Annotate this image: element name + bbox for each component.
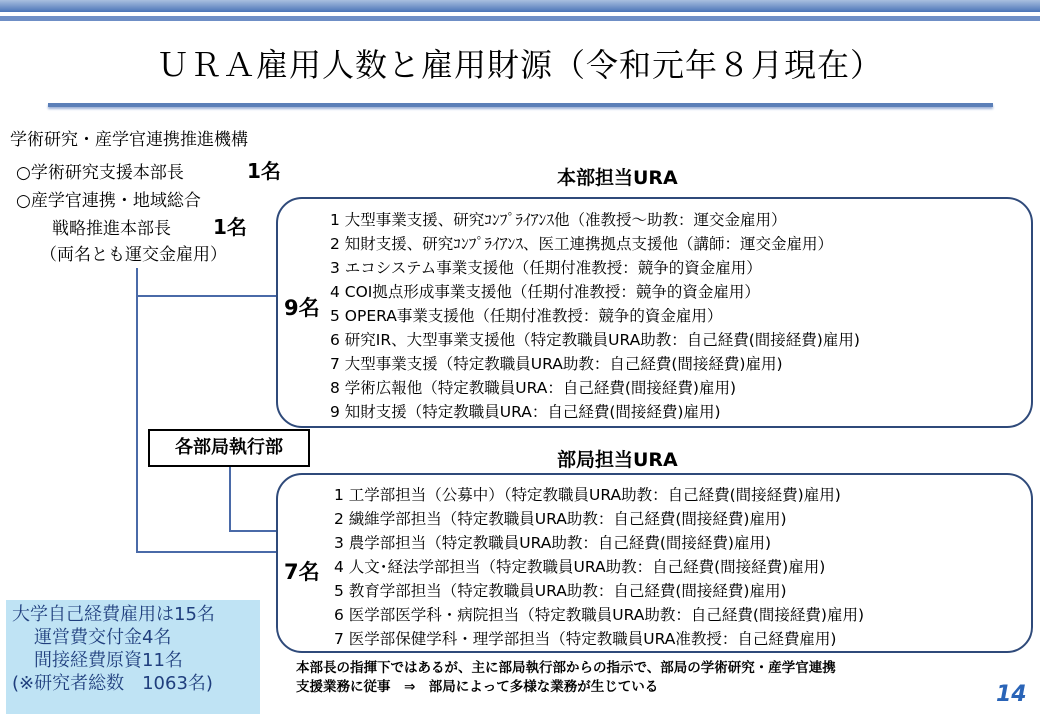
dept-count: 7名 (284, 560, 320, 584)
top-banner (0, 0, 1040, 12)
connector-to-dept (136, 551, 280, 553)
dept-item: 5 教育学部担当（特定教職員URA助教：自己経費(間接経費)雇用) (334, 582, 787, 600)
dept-item: 3 農学部担当（特定教職員URA助教：自己経費(間接経費)雇用) (334, 534, 772, 552)
hq-item: 4 COI拠点形成事業支援他（任期付准教授：競争的資金雇用） (330, 283, 760, 301)
dept-item: 6 医学部医学科・病院担当（特定教職員URA助教：自己経費(間接経費)雇用) (334, 606, 865, 624)
hq-count: 9名 (284, 296, 320, 320)
org-name: 学術研究・産学官連携推進機構 (10, 130, 248, 150)
hq-item: 9 知財支援（特定教職員URA：自己経費(間接経費)雇用) (330, 403, 721, 421)
leader2-count: 1名 (213, 215, 247, 239)
connector-to-hq (136, 295, 280, 297)
summary-line: 間接経費原資11名 (34, 650, 183, 671)
exec-connector-vertical (229, 465, 231, 531)
leader2-line1: ○産学官連携・地域総合 (16, 191, 201, 211)
slide-title: ＵＲＡ雇用人数と雇用財源（令和元年８月現在） (156, 46, 883, 84)
hq-item: 2 知財支援、研究ｺﾝﾌﾟﾗｲｱﾝｽ、医工連携拠点支援他（講師：運交金雇用） (330, 235, 834, 253)
note-line: 本部長の指揮下ではあるが、主に部局執行部からの指示で、部局の学術研究・産学官連携 (296, 660, 836, 676)
hq-heading: 本部担当URA (557, 167, 678, 189)
leader2-line2: 戦略推進本部長 (52, 219, 171, 239)
dept-item: 2 繊維学部担当（特定教職員URA助教：自己経費(間接経費)雇用) (334, 510, 787, 528)
summary-line: (※研究者総数 1063名) (12, 673, 213, 694)
title-divider (48, 103, 993, 107)
bottom-note (296, 659, 836, 697)
hq-item: 3 エコシステム事業支援他（任期付准教授：競争的資金雇用） (330, 259, 762, 277)
leader-note: （両名とも運交金雇用） (40, 245, 227, 265)
summary-box (6, 600, 260, 714)
dept-item: 4 人文･経法学部担当（特定教職員URA助教：自己経費(間接経費)雇用) (334, 558, 826, 576)
leader1-count: 1名 (247, 159, 281, 183)
hq-item: 7 大型事業支援（特定教職員URA助教：自己経費(間接経費)雇用) (330, 355, 783, 373)
hq-item: 6 研究IR、大型事業支援他（特定教職員URA助教：自己経費(間接経費)雇用) (330, 331, 860, 349)
hq-item: 5 OPERA事業支援他（任期付准教授：競争的資金雇用） (330, 307, 723, 325)
summary-line: 大学自己経費雇用は15名 (12, 604, 215, 625)
dept-exec-box: 各部局執行部 (148, 429, 310, 467)
connector-vertical (136, 268, 138, 553)
hq-item: 8 学術広報他（特定教職員URA：自己経費(間接経費)雇用) (330, 379, 737, 397)
dept-heading: 部局担当URA (557, 449, 678, 471)
note-line: 支援業務に従事 ⇒ 部局によって多様な業務が生じている (296, 679, 659, 695)
hq-item: 1 大型事業支援、研究ｺﾝﾌﾟﾗｲｱﾝｽ他（准教授～助教：運交金雇用） (330, 211, 787, 229)
leader1-label: ○学術研究支援本部長 (16, 163, 184, 183)
summary-line: 運営費交付金4名 (34, 627, 172, 648)
dept-item: 7 医学部保健学科・理学部担当（特定教職員URA准教授：自己経費雇用) (334, 630, 837, 648)
exec-connector-horizontal (229, 530, 280, 532)
dept-item: 1 工学部担当（公募中）（特定教職員URA助教：自己経費(間接経費)雇用) (334, 486, 841, 504)
top-banner-stripe (0, 16, 1040, 21)
page-number: 14 (996, 682, 1027, 707)
